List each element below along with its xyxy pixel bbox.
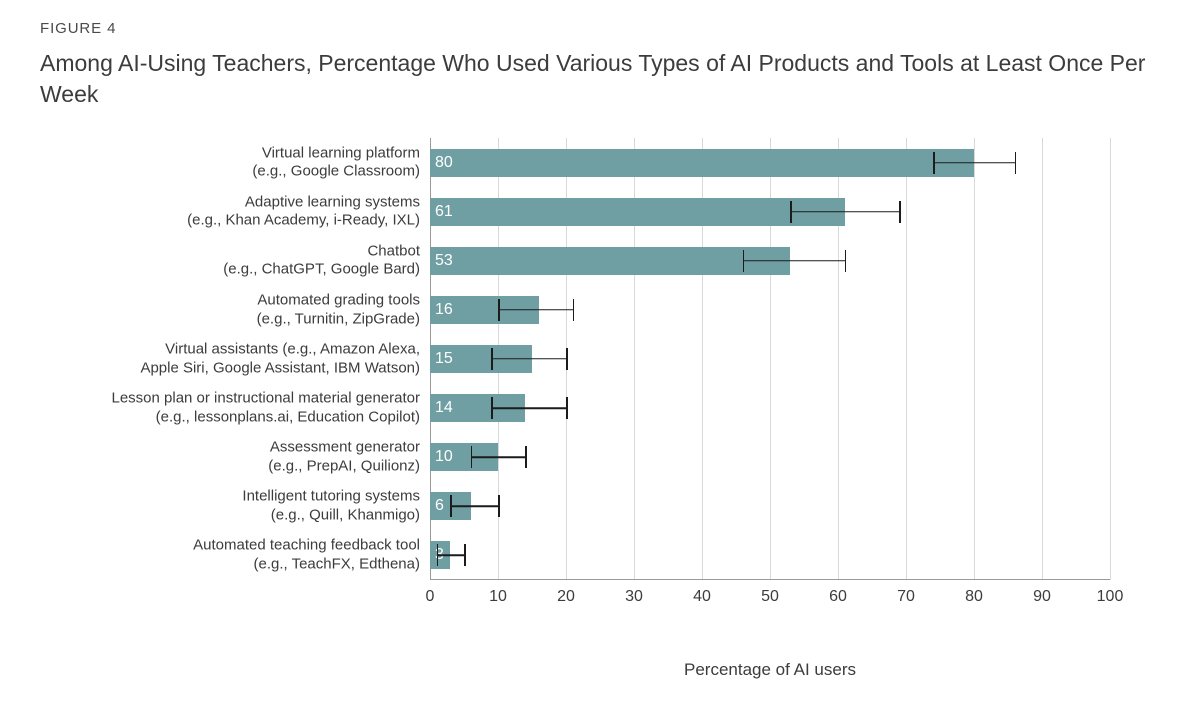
category-label-line1: Lesson plan or instructional material generator (111, 389, 420, 407)
error-bar-cap-low (498, 299, 500, 321)
category-label (40, 291, 430, 329)
error-bar-cap-low (450, 495, 452, 517)
error-bar-cap-high (845, 250, 847, 272)
error-bar-cap-low (491, 397, 493, 419)
category-label-line1: Virtual assistants (e.g., Amazon Alexa, (165, 340, 420, 358)
error-bar-cap-high (566, 348, 568, 370)
x-tick-label: 40 (693, 588, 711, 605)
error-bar-cap-low (790, 201, 792, 223)
error-bar-cap-high (1015, 152, 1017, 174)
x-tick-label: 0 (425, 588, 435, 605)
gridline (1110, 138, 1111, 580)
category-label-line1: Automated teaching feedback tool (193, 536, 420, 554)
category-label (40, 193, 430, 231)
x-tick-label: 100 (1096, 588, 1124, 605)
error-bar-cap-low (491, 348, 493, 370)
error-bar (491, 358, 566, 360)
error-bar-cap-low (471, 446, 473, 468)
bar-row (187, 187, 1110, 236)
error-bar (933, 162, 1015, 164)
x-tick-label: 70 (897, 588, 915, 605)
category-label-line2: (e.g., Khan Academy, i-Ready, IXL) (187, 211, 420, 229)
category-label (40, 438, 430, 476)
error-bar (498, 309, 573, 311)
category-label-line1: Virtual learning platform (261, 143, 420, 161)
bar-value-label: 16 (435, 300, 453, 318)
bar-rows (111, 138, 1110, 580)
bar-value-label: 15 (435, 349, 453, 367)
error-bar (471, 456, 525, 458)
error-bar-cap-high (899, 201, 901, 223)
category-label-line1: Adaptive learning systems (244, 192, 420, 210)
category-label-line2: Apple Siri, Google Assistant, IBM Watson) (140, 358, 420, 376)
bar (430, 247, 790, 275)
bar-row (140, 334, 1110, 383)
x-axis-title: Percentage of AI users (684, 660, 856, 679)
bar-value-label: 61 (435, 202, 453, 220)
x-tick-label: 90 (1033, 588, 1051, 605)
error-bar-cap-low (743, 250, 745, 272)
bar-row (242, 482, 1110, 531)
bar-row (223, 236, 1110, 285)
figure-label: FIGURE 4 (40, 20, 117, 37)
bar (430, 149, 974, 177)
bar-row (193, 531, 1110, 580)
x-tick-label: 10 (489, 588, 507, 605)
bar-row (268, 433, 1110, 482)
category-label-line1: Intelligent tutoring systems (242, 487, 420, 505)
error-bar-cap-low (437, 544, 439, 566)
bar-row (252, 138, 1110, 187)
bar-value-label: 14 (435, 399, 453, 417)
x-tick-label: 60 (829, 588, 847, 605)
category-label-line2: (e.g., PrepAI, Quilionz) (268, 457, 420, 475)
x-tick-label: 50 (761, 588, 779, 605)
bar-row (111, 383, 1110, 432)
category-label-line1: Automated grading tools (257, 291, 420, 309)
category-label (40, 340, 430, 378)
error-bar (743, 260, 845, 262)
error-bar (450, 505, 498, 507)
category-label-line1: Assessment generator (269, 438, 420, 456)
bar-value-label: 10 (435, 448, 453, 466)
bar-value-label: 6 (435, 497, 444, 515)
bar-chart (40, 130, 1160, 679)
bar (430, 198, 845, 226)
category-label (40, 389, 430, 427)
category-label (40, 537, 430, 575)
error-bar-cap-high (573, 299, 575, 321)
category-label-line2: (e.g., lessonplans.ai, Education Copilot) (155, 408, 420, 426)
error-bar-cap-high (498, 495, 500, 517)
bar-row (256, 285, 1110, 334)
x-tick-label: 80 (965, 588, 983, 605)
category-label-line2: (e.g., TeachFX, Edthena) (253, 555, 420, 573)
category-label-line2: (e.g., Turnitin, ZipGrade) (256, 309, 420, 327)
page-title: Among AI-Using Teachers, Percentage Who Used Various Types of AI Products and Tools at Least Once Per Week (40, 50, 1146, 108)
category-label-line2: (e.g., ChatGPT, Google Bard) (223, 260, 420, 278)
x-tick-label: 20 (557, 588, 575, 605)
category-label (40, 487, 430, 525)
error-bar-cap-low (933, 152, 935, 174)
category-label-line2: (e.g., Google Classroom) (252, 162, 420, 180)
error-bar (790, 211, 899, 213)
error-bar (437, 555, 464, 557)
error-bar-cap-high (566, 397, 568, 419)
error-bar-cap-high (525, 446, 527, 468)
error-bar-cap-high (464, 544, 466, 566)
category-label (40, 242, 430, 280)
category-label-line2: (e.g., Quill, Khanmigo) (270, 506, 420, 524)
x-tick-label: 30 (625, 588, 643, 605)
error-bar (491, 407, 566, 409)
bar-value-label: 53 (435, 251, 453, 269)
x-axis-line (430, 579, 1110, 580)
bar-value-label: 80 (435, 153, 453, 171)
plot-area (111, 138, 1124, 620)
category-label-line1: Chatbot (367, 241, 420, 259)
category-label (40, 144, 430, 182)
